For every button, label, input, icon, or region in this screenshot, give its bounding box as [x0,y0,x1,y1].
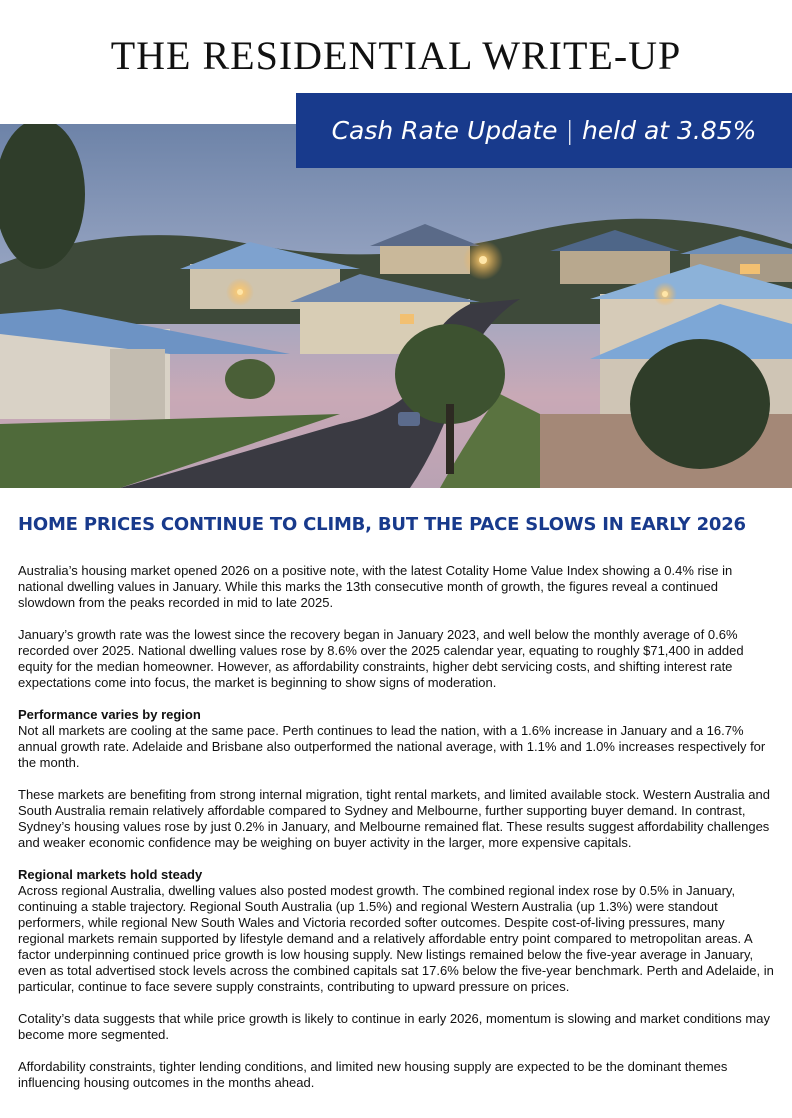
cash-rate-banner [296,93,792,168]
paragraph-growth-rate: January’s growth rate was the lowest since the recovery began in January 2023, and well below the monthly average of 0.6% recorded over 2025. National dwelling values rose by 8.6% over the 2025 calendar year, equating to roughly $71,400 in added equity for the median homeowner. However, as affordability constraints, higher debt servicing costs, and shifting interest rate expectations come into focus, the market is beginning to show signs of moderation. [18,627,744,690]
masthead-title: THE RESIDENTIAL WRITE-UP [110,33,682,78]
article-body [18,563,774,1107]
hero-illustration [0,124,792,488]
paragraph-markets-benefiting: These markets are benefiting from strong internal migration, tight rental markets, and limited available stock. Western Australia and South Australia remain relatively affordable compared to Sydney and Melbourne, further supporting buyer demand. In contrast, Sydney’s housing values rose by just 0.2% in January, and Melbourne remained flat. These results suggest affordability challenges and weaker economic confidence may be weighing on buyer activity in the larger, more expensive capitals. [18,787,770,850]
paragraph-outlook: Affordability constraints, tighter lending conditions, and limited new housing supply are expected to be the dominant themes influencing housing outcomes in the months ahead. [18,1059,728,1090]
paragraph-perth: Not all markets are cooling at the same pace. Perth continues to lead the nation, with a 1.6% increase in January and a 16.7% annual growth rate. Adelaide and Brisbane also outperformed the national average, with 1.1% and 1.0% increases respectively for the month. [18,723,766,770]
paragraph-intro: Australia’s housing market opened 2026 on a positive note, with the latest Cotality Home Value Index showing a 0.4% rise in national dwelling values in January. While this marks the 13th consecutive month of growth, the figures reveal a continued slowdown from the peaks recorded in mid to late 2025. [18,563,733,610]
heading-performance-region: Performance varies by region [18,707,201,722]
banner-separator: | [565,116,574,145]
hero-photo [0,124,792,488]
banner-left-text: Cash Rate Update [331,116,558,145]
heading-regional-markets: Regional markets hold steady [18,867,203,882]
paragraph-cotality-data: Cotality’s data suggests that while price growth is likely to continue in early 2026, momentum is slowing and market conditions may become more segmented. [18,1011,770,1042]
article-title: HOME PRICES CONTINUE TO CLIMB, BUT THE PACE SLOWS IN EARLY 2026 [18,514,746,535]
paragraph-regional: Across regional Australia, dwelling values also posted modest growth. The combined regional index rose by 0.5% in January, continuing a stable trajectory. Regional South Australia (up 1.5%) and regional Western Australia (up 1.3%) were standout performers, while regional New South Wales and Victoria recorded softer outcomes. Despite cost-of-living pressures, many regional markets remain supported by lifestyle demand and a relatively affordable entry point compared to metropolitan areas. A factor underpinning continued price growth is low housing supply. New listings remained below the five-year average in January, even as total advertised stock levels across the combined capitals sat 17.6% below the five-year benchmark. Perth and Adelaide, in particular, continue to face severe supply constraints, contributing to upward pressure on prices. [18,883,774,994]
banner-right-text: held at 3.85% [581,116,757,145]
